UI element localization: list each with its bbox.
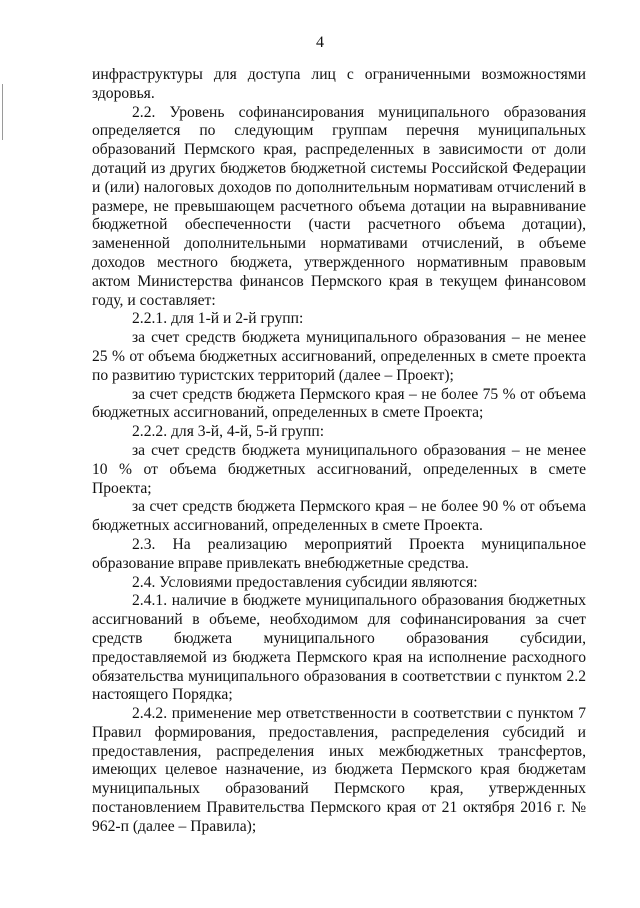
- paragraph-2-4-2-responsibility: 2.4.2. применение мер ответственности в соответствии с пунктом 7 Правил формирования, предоставления, распределения субсидий и предоставления, распределения иных межбюджетных трансфертов, имеющих целевое назначение, из бюджета Пермского края бюджетам муниципальных образований Пермского края, утвержденных постановлением Правительства Пермского края от 21 октября 2016 г. № 962-п (далее – Правила);: [92, 705, 586, 835]
- paragraph-regional-share-75: за счет средств бюджета Пермского края – не более 75 % от объема бюджетных ассигнований, определенных в смете Проекта;: [92, 385, 586, 422]
- page-number: 4: [316, 34, 324, 51]
- paragraph-2-4-conditions: 2.4. Условиями предоставления субсидии являются:: [132, 573, 478, 591]
- paragraph-accessibility-end: инфраструктуры для доступа лиц с ограниченными возможностями здоровья.: [92, 66, 586, 102]
- paragraph-2-2-cofinancing-level: 2.2. Уровень софинансирования муниципального образования определяется по следующим группам перечня муниципальных образований Пермского края, распределенных в зависимости от доли дотаций из других бюджетов бюджетной системы Российской Федерации и (или) налоговых доходов по дополнительным нормативам отчислений в размере, не превышающем расчетного объема дотации на выравнивание бюджетной обеспеченности (части расчетного объема дотации), замененной дополнительными нормативами отчислений, в объеме доходов местного бюджета, утвержденного нормативным правовым актом Министерства финансов Пермского края в текущем финансовом году, и составляет:: [92, 103, 586, 309]
- paragraph-2-2-2-groups-3-5: 2.2.2. для 3-й, 4-й, 5-й групп:: [132, 423, 325, 441]
- document-body: [92, 66, 586, 837]
- paragraph-2-2-1-groups-1-2: 2.2.1. для 1-й и 2-й групп:: [132, 310, 304, 328]
- paragraph-2-4-1-budget-allocations: 2.4.1. наличие в бюджете муниципального образования бюджетных ассигнований в объеме, необходимом для софинансирования за счет средств бюджета муниципального образования субсидии, предоставляемой из бюджета Пермского края на исполнение расходного обязательства муниципального образования в соответствии с пунктом 2.2 настоящего Порядка;: [92, 592, 586, 704]
- paragraph-regional-share-90: за счет средств бюджета Пермского края – не более 90 % от объема бюджетных ассигнований, определенных в смете Проекта.: [92, 498, 586, 535]
- paragraph-municipal-share-10: за счет средств бюджета муниципального образования – не менее 10 % от объема бюджетных ассигнований, определенных в смете Проекта;: [92, 441, 586, 497]
- scan-edge-mark: [2, 84, 3, 140]
- paragraph-2-3-extrabudgetary: 2.3. На реализацию мероприятий Проекта муниципальное образование вправе привлекать внебюджетные средства.: [92, 535, 586, 572]
- paragraph-municipal-share-25: за счет средств бюджета муниципального образования – не менее 25 % от объема бюджетных ассигнований, определенных в смете проекта по развитию туристских территорий (далее – Проект);: [92, 329, 586, 384]
